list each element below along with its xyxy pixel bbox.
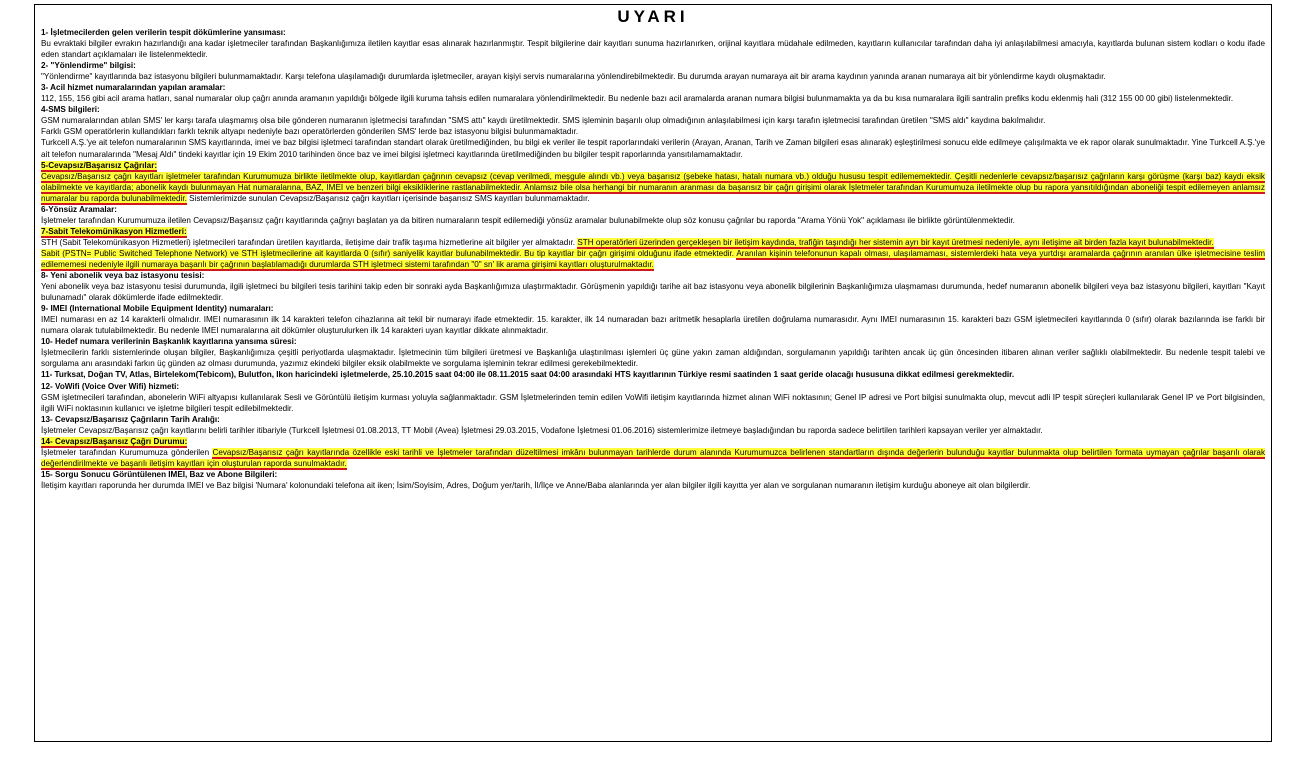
section-13-text: İşletmeler Cevapsız/Başarısız çağrı kayıtlarını belirli tarihler itibariyle (Turkcell İşletmesi 01.08.2013, TT Mobil (Avea) İşletmesi 29.03.2015, Vodafone İşletmesi 01.06.2016) sistemlerimize iletmeye başladığından bu raporda sadece belirtilen tarihleri kapsayan veriler yer almaktadır. <box>41 425 1043 435</box>
section-7-heading <box>41 226 1265 237</box>
section-15-heading: 15- Sorgu Sonucu Görüntülenen IMEI, Baz ve Abone Bilgileri: <box>41 469 278 479</box>
page-title: UYARI <box>617 7 689 26</box>
section-5-heading-text: 5-Cevapsız/Başarısız Çağrılar: <box>41 160 158 170</box>
section-4-paragraph-3: Turkcell A.Ş.'ye ait telefon numaralarının SMS kayıtlarında, imei ve baz bilgisi işletmeci tarafından standart olarak üretilmediğinden, bu bilgi ek veriler ile tespit raporlarındaki verilerin (Arayan, Aranan, Tarih ve Zaman bilgileri esas alınarak) eşleştirilmesi sonucu elde edilmeye çalışılmakta ve ek rapor olarak sunulmaktadır. Yine Turkcell A.Ş.'ye ait telefon numaralarında "Mesaj Aldı" tindeki kayıtlar için 19 Ekim 2010 tarihinden önce baz ve imei bilgisi işletmeci kayıtlarında üretilmediğinden bu bilgiler tespit raporlarında yansıtılamamaktadır. <box>41 138 1265 159</box>
section-9-heading: 9- IMEI (International Mobile Equipment Identity) numaraları: <box>41 304 274 314</box>
section-3-text: 112, 155, 156 gibi acil arama hatları, sanal numaralar olup çağrı anında aramanın yapıldığı bölgede ilgili kuruma tahsis edilen numaralara yönlendirilmektedir. Bu nedenle bazı acil aramalarda aranan numara bilgisi bulunmamakta ya da bu kısa numaralara ilgili santralin prefiks kodu eklenmiş hali (312 155 00 00 gibi) listelenmektedir. <box>41 94 1234 104</box>
section-7-plain-text: STH (Sabit Telekomünikasyon Hizmetleri) işletmecileri tarafından üretilen kayıtlarda, iletişime dair trafik taşıma hizmetlerine ait bilgiler yer almaktadır. <box>41 237 578 247</box>
section-14-heading-text: 14- Cevapsız/Başarısız Çağrı Durumu: <box>41 436 188 446</box>
section-6-text: İşletmeler tarafından Kurumumuza iletilen Cevapsız/Başarısız çağrı kayıtlarında çağrıyı başlatan ya da bitiren numaraların tespit edilemediği yönsüz aramalar bulunabilmekte olup söz konusu çağrılar bu raporda "Arama Yönü Yok" açıklaması ile birlikte görüntülenmektedir. <box>41 215 1015 225</box>
section-7-highlighted-text-2b: Aranılan kişinin telefonunun kapalı olması, ulaşılamaması, sistemlerdeki hata veya yurtdışı aramalarda çağrının aranılan ülke işletmecisine teslim edilememesi nedeniyle ilgili numaraya başarılı bir çağrının başlatılamadığı durumlarda STH işletmeci sistemi tarafından "0" sn' lik arama girişimi kayıtları oluşturulmaktadır. <box>41 248 1265 269</box>
section-4-heading: 4-SMS bilgileri: <box>41 105 100 115</box>
section-9-text: IMEI numarası en az 14 karakterli olmalıdır. IMEI numarasının ilk 14 karakteri telefon cihazlarına ait tekil bir numarayı ifade etmektedir. 15. karakter, ilk 14 numaradan bazı aritmetik hesaplarla üretilen doğrulama numarasıdır. Aynı IMEI numarasının 15. karakteri bazı GSM işletmecileri kayıtlarında 0 (sıfır) olarak bazılarında ise farklı bir numara olarak tutulabilmektedir. Bu nedenle IMEI numaralarına ait dökümler oluşturulurken ilk 14 karakteri uyan kayıtlar dikkate alınmaktadır. <box>41 315 1265 336</box>
section-5-heading <box>41 160 1265 171</box>
section-11-heading: 11- Turksat, Doğan TV, Atlas, Birtelekom(Tebicom), Bulutfon, Ikon haricindeki işletmelerde, 25.10.2015 saat 04:00 ile 08.11.2015 saat 04:00 arasındaki HTS kayıtlarının Türkiye resmi saatinden 1 saat geride olacağı hususuna dikkat edilmesi gerekmektedir. <box>41 370 1015 380</box>
section-7-heading-text: 7-Sabit Telekomünikasyon Hizmetleri: <box>41 226 187 236</box>
section-12-text: GSM işletmecileri tarafından, abonelerin WiFi altyapısı kullanılarak Sesli ve Görüntülü iletişim kurması yoluyla sağlanmaktadır. GSM İşletmelerinden temin edilen VoWifi iletişim kayıtlarında hizmet alınan WiFi noktasının; Genel IP adresi ve Port bilgisi sunulmakta olup, mevcut adli IP tespit süreçleri kullanılarak Genel IP ve Port bilgisinden, ilgili WiFi noktasının kullanıcı ve işletme bilgileri tespit edilebilmektedir. <box>41 392 1265 413</box>
section-1-text: Bu evraktaki bilgiler evrakın hazırlandığı ana kadar işletmeciler tarafından Başkanlığımıza iletilen kayıtlar esas alınarak hazırlanmıştır. Tespit bilgilerine dair kayıtları sunuma hazırlanırken, orijinal kayıtlara müdahale edilmeden, kayıtların kullanıcılar tarafından daha iyi anlaşılabilmesi amacıyla, kayıtlarda bulunan sistem kodları o kodu ifade eden standart açıklamaları ile listelenmektedir. <box>41 39 1265 60</box>
section-6-heading: 6-Yönsüz Aramalar: <box>41 204 118 214</box>
section-4-paragraph-2: Farklı GSM operatörlerin kullandıkları farklı teknik altyapı nedeniyle bazı operatörlerden gönderilen SMS' lerde baz istasyonu bilgisi bulunmamaktadır. <box>41 127 579 137</box>
section-10-text: İşletmecilerin farklı sistemlerinde oluşan bilgiler, Başkanlığımıza çeşitli periyotlarda ulaşmaktadır. İşletmecinin tüm bilgileri üretmesi ve Başkanlığa ulaştırılması işlemleri üç güne yakın zaman aldığından, sorgulamanın yapıldığı tarihten ancak üç gün öncesinden itibaren alınan veriler sağlıklı olabilmektedir. Bu nedenle tespit talebi ve sorgulama anı arasındaki farkın üç günden az olması durumunda, yazımız ekindeki bilgiler eksik olabilmekte ve sorgulama işleminin tekrar edilmesi gerekebilmektedir. <box>41 348 1265 369</box>
document-body <box>41 27 1265 491</box>
section-5-text <box>41 171 1265 204</box>
section-2-text: "Yönlendirme" kayıtlarında baz istasyonu bilgileri bulunmamaktadır. Karşı telefona ulaşılamadığı durumlarda işletmeciler, arayan kişiyi servis numaralarına yönlendirebilmektedir. Bu durumda arayan numaraya ait bir arama kaydının yanında aranan numaraya ait bir yönlendirme kaydı oluşmaktadır. <box>41 72 1106 82</box>
warning-document <box>34 4 1272 742</box>
section-3-heading: 3- Acil hizmet numaralarından yapılan aramalar: <box>41 83 226 93</box>
section-7-paragraph-2 <box>41 248 1265 270</box>
section-8-text: Yeni abonelik veya baz istasyonu tesisi durumunda, ilgili işletmeci bu bilgileri tesis tarihini takip eden bir sonraki ayda Başkanlığımıza ulaştırmaktadır. Görüşmenin yapıldığı tarihe ait baz istasyonu veya abonelik bilgilerinin Başkanlığımıza ulaşmaması durumunda, hedef numaranın abonelik bilgileri veya baz istasyonu bilgileri, kayıtları "Kayıt bulunamadı" olarak dökümlerde ifade edilmektedir. <box>41 282 1265 303</box>
section-5-plain-text: Sistemlerimizde sunulan Cevapsız/Başarısız çağrı kayıtları içerisinde başarısız SMS kayıtları bulunmamaktadır. <box>186 193 590 203</box>
section-4-paragraph-1: GSM numaralarından atılan SMS' ler karşı tarafa ulaşmamış olsa bile gönderen numaranın işletmecisi tarafından "SMS attı" kaydı üretilmektedir. SMS işleminin başarılı olup olmadığının anlaşılabilmesi için karşı tarafın işletmecisi tarafından üretilen "SMS aldı" kaydına bakılmalıdır. <box>41 116 1046 126</box>
section-12-heading: 12- VoWifi (Voice Over Wifi) hizmeti: <box>41 381 180 391</box>
section-2-heading: 2- "Yönlendirme" bilgisi: <box>41 61 136 71</box>
section-14-highlighted-text: Cevapsız/Başarısız çağrı kayıtlarında özellikle eski tarihli ve İşletmeler tarafından düzeltilmesi imkânı bulunmayan tarihlerde durum alanında Kurumumuzca belirlenen standartların dışında değerlerin bulunduğu kayıtlar bulunmakta olup belirtilen formata uymayan çağrılar başarılı olarak değerlendirilmekte ve başarılı iletişim kayıtları için oluşturulan raporda sunulmaktadır. <box>41 447 1266 468</box>
section-13-heading: 13- Cevapsız/Başarısız Çağrıların Tarih Aralığı: <box>41 414 220 424</box>
section-8-heading: 8- Yeni abonelik veya baz istasyonu tesisi: <box>41 271 205 281</box>
section-14-heading <box>41 436 1265 447</box>
section-14-text <box>41 447 1265 469</box>
section-5-highlighted-text: Cevapsız/Başarısız çağrı kayıtları işletmeler tarafından Kurumumuza birlikte iletilmekte olup, kayıtlardan çağrının cevapsız (cevap verilmedi, meşgule alındı vb.) veya başarısız (şebeke hatası, hatalı numara vb.) olduğu hususu tespit edilememektedir. Çeşitli nedenlerle cevapsız/başarısız çağrıların karşı görüşme (karşı baz) kaydı eksik olabilmekte ve kayıtlarda; abonelik kaydı bulunmayan Hat numaralarına, BAZ, IMEI ve benzeri bilgi eksikliklerine rastlanabilmektedir. Anlamsız bile olsa herhangi bir numaranın aranması da başarısız bir çağrı girişimi olarak İşletmeler tarafından Kurumumuza iletilmekte olup bu rapora yansıtıldığından aboneliği tespit edilemeyen anlamsız numaralar bu raporda bulunabilmektedir. <box>41 171 1265 203</box>
section-7-highlighted-text-2a: Sabit (PSTN= Public Switched Telephone Network) ve STH işletmecilerine ait kayıtlarda 0 (sıfır) saniyelik kayıtlar bulunabilmektedir. Bu tip kayıtlar bir çağrı girişimi olduğunu ifade etmektedir. <box>41 248 737 258</box>
section-7-highlighted-text: STH operatörleri üzerinden gerçekleşen bir iletişim kaydında, trafiğin taşındığı her sistemin ayrı bir kayıt üretmesi nedeniyle, aynı iletişime ait birden fazla kayıt bulunabilmektedir. <box>577 237 1214 247</box>
section-7-paragraph-1 <box>41 237 1265 248</box>
section-1-heading: 1- İşletmecilerden gelen verilerin tespit dökümlerine yansıması: <box>41 28 286 37</box>
section-15-text: İletişim kayıtları raporunda her durumda IMEI ve Baz bilgisi 'Numara' kolonundaki telefona ait iken; İsim/Soyisim, Adres, Doğum yer/tarih, İl/İlçe ve Anne/Baba alanlarında yer alan bilgiler ilgili kayıtta yer alan ve sorgulanan numaranın iletişim kurduğu aboneye ait olan bilgilerdir. <box>41 480 1031 490</box>
section-10-heading: 10- Hedef numara verilerinin Başkanlık kayıtlarına yansıma süresi: <box>41 337 297 347</box>
section-14-plain-text: İşletmeler tarafından Kurumumuza gönderilen <box>41 447 213 457</box>
